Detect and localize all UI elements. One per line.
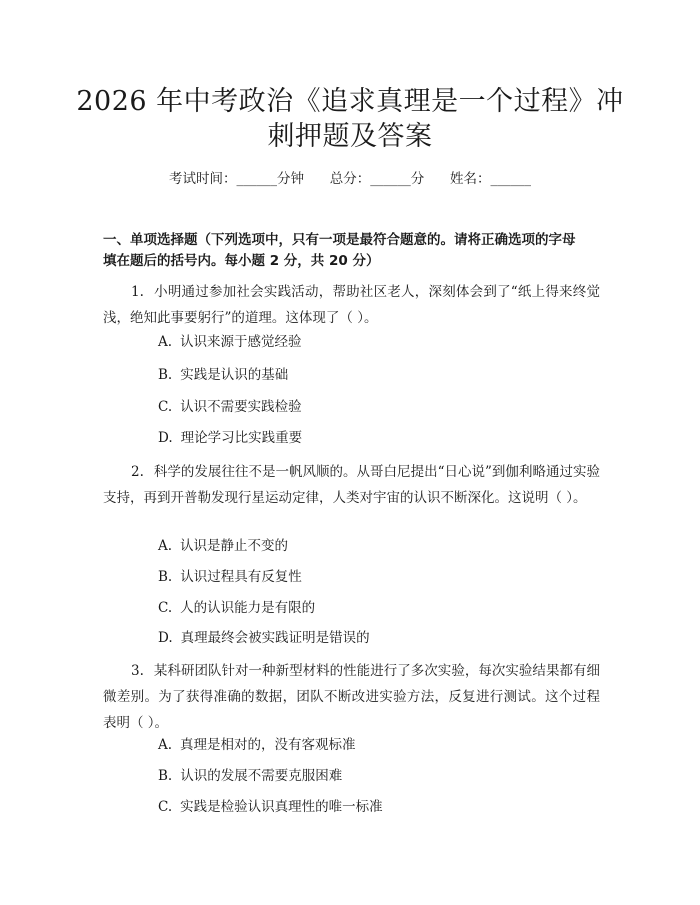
section-heading-line2: 填在题后的括号内。每小题 2 分，共 20 分） <box>103 253 380 269</box>
question-number: 1. <box>131 284 144 300</box>
option-text: 真理是相对的，没有客观标准 <box>180 737 356 753</box>
question-text: 小明通过参加社会实践活动，帮助社区老人，深刻体会到了“纸上得来终觉浅，绝知此事要躬行”的道理。这体现了（ ）。 <box>103 284 600 326</box>
question-2 <box>103 459 600 511</box>
question-text: 科学的发展往往不是一帆风顺的。从哥白尼提出“日心说”到伽利略通过实验支持，再到开普勒发现行星运动定律，人类对宇宙的认识不断深化。这说明（ ）。 <box>103 464 600 506</box>
document-title-line2: 刺押题及答案 <box>267 121 433 152</box>
option-letter: C. <box>158 799 173 815</box>
exam-meta-info: 考试时间：______分钟 总分：______分 姓名：______ <box>169 171 531 187</box>
option-letter: A. <box>158 538 173 554</box>
option-letter: A. <box>158 737 173 753</box>
question-3 <box>103 658 600 736</box>
option-2b <box>158 567 302 587</box>
option-3c <box>158 797 383 817</box>
option-1d <box>158 428 302 448</box>
question-number: 2. <box>131 464 144 480</box>
option-letter: D. <box>158 630 173 646</box>
option-letter: B. <box>158 569 173 585</box>
section-heading-line1: 一、单项选择题（下列选项中，只有一项是最符合题意的。请将正确选项的字母 <box>103 232 576 248</box>
option-text: 人的认识能力是有限的 <box>180 600 316 616</box>
option-text: 真理最终会被实践证明是错误的 <box>180 630 370 646</box>
option-2d <box>158 628 370 648</box>
option-text: 认识过程具有反复性 <box>180 569 302 585</box>
option-text: 认识的发展不需要克服困难 <box>180 768 343 784</box>
option-text: 认识是静止不变的 <box>180 538 289 554</box>
option-letter: B. <box>158 367 173 383</box>
option-text: 实践是检验认识真理性的唯一标准 <box>180 799 383 815</box>
option-letter: D. <box>158 430 173 446</box>
question-1 <box>103 279 600 331</box>
option-3b <box>158 766 342 786</box>
option-letter: C. <box>158 600 173 616</box>
question-text: 某科研团队针对一种新型材料的性能进行了多次实验，每次实验结果都有细微差别。为了获得准确的数据，团队不断改进实验方法，反复进行测试。这个过程表明（ ）。 <box>103 663 600 731</box>
option-1c <box>158 397 302 417</box>
question-number: 3. <box>131 663 144 679</box>
option-3a <box>158 735 356 755</box>
document-title-line1: 2026 年中考政治《追求真理是一个过程》冲 <box>76 86 624 117</box>
option-text: 理论学习比实践重要 <box>180 430 303 446</box>
option-2c <box>158 598 315 618</box>
option-text: 实践是认识的基础 <box>180 367 289 383</box>
option-2a <box>158 536 288 556</box>
option-text: 认识来源于感觉经验 <box>180 334 302 350</box>
option-1a <box>158 332 302 352</box>
option-text: 认识不需要实践检验 <box>180 399 302 415</box>
option-1b <box>158 365 288 385</box>
option-letter: B. <box>158 768 173 784</box>
option-letter: C. <box>158 399 173 415</box>
option-letter: A. <box>158 334 173 350</box>
